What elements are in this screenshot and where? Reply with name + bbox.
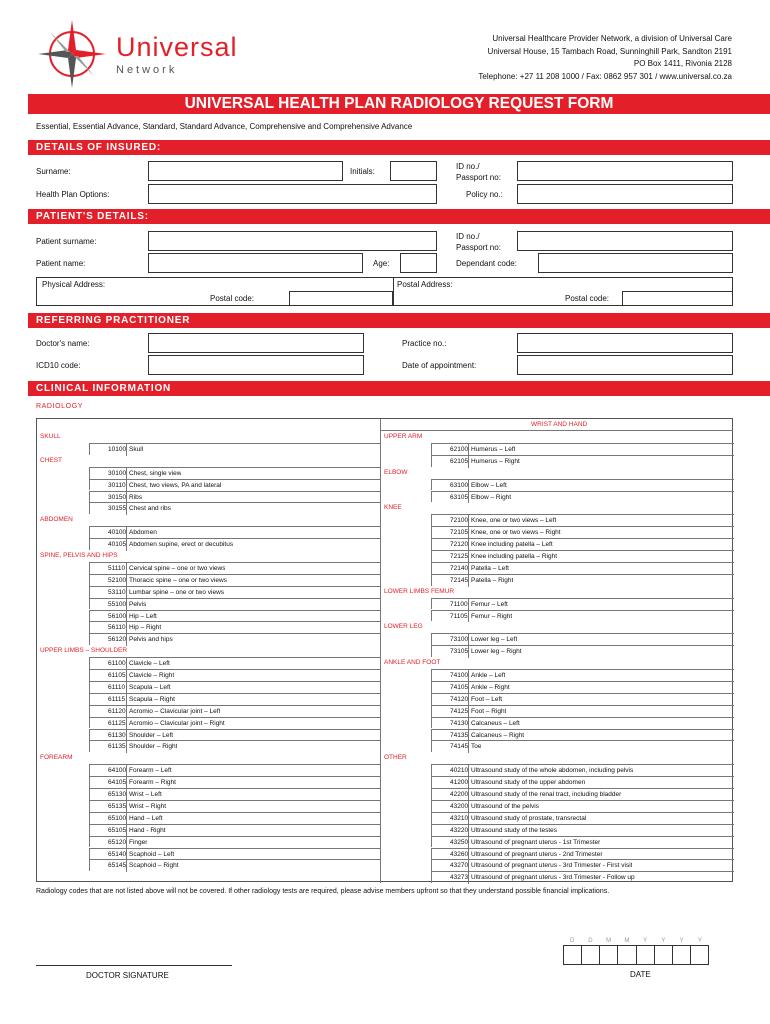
cell-divider — [468, 492, 469, 504]
patient-id-label — [456, 231, 501, 253]
procedure-code: 74105 — [450, 683, 469, 691]
code-row[interactable] — [89, 776, 380, 788]
cell-divider — [126, 634, 127, 646]
date-placeholder-letter: D — [569, 938, 575, 944]
category-label: SKULL — [40, 433, 61, 440]
procedure-code: 61130 — [108, 731, 126, 739]
code-row[interactable] — [431, 538, 734, 550]
form-subtitle: Essential, Essential Advance, Standard, Standard Advance, Comprehensive and Comprehensive Advance — [36, 122, 413, 131]
procedure-description: Hip – Right — [129, 624, 162, 632]
code-row[interactable] — [431, 633, 734, 645]
procedure-code: 30110 — [108, 481, 126, 489]
procedure-code: 43200 — [450, 802, 469, 810]
procedure-code: 51110 — [108, 564, 126, 572]
compass-logo-icon — [36, 18, 108, 90]
code-row[interactable] — [89, 800, 380, 812]
procedure-code: 52100 — [108, 576, 127, 584]
procedure-code: 53110 — [108, 588, 126, 596]
right-table-header — [380, 419, 733, 431]
code-row[interactable] — [431, 812, 734, 824]
procedure-code: 61135 — [108, 743, 126, 751]
procedure-description: Abdomen — [129, 529, 157, 537]
code-row[interactable] — [89, 502, 380, 514]
procedure-description: Hand – Left — [129, 814, 163, 822]
procedure-description: Calcaneus – Right — [471, 731, 525, 739]
procedure-description: Femur – Right — [471, 612, 513, 620]
procedure-code: 61110 — [108, 683, 126, 691]
code-row[interactable] — [89, 443, 380, 455]
procedure-description: Wrist – Left — [129, 791, 162, 798]
code-row[interactable] — [431, 693, 734, 705]
procedure-code: 74135 — [450, 731, 469, 739]
procedure-code: 62100 — [450, 445, 469, 453]
procedure-description: Foot – Right — [471, 707, 507, 715]
section-insured-header — [28, 140, 770, 155]
procedure-description: Chest, single view — [129, 469, 182, 477]
initials-field[interactable] — [390, 161, 437, 181]
procedure-code: 10100 — [108, 445, 127, 453]
category-label: ELBOW — [384, 468, 408, 476]
procedure-code: 63105 — [450, 493, 469, 501]
date-digit-box[interactable] — [564, 946, 581, 964]
procedure-description: Forearm – Right — [129, 779, 176, 787]
category-label: CHEST — [40, 456, 63, 464]
code-row[interactable] — [89, 586, 380, 598]
procedure-code: 40105 — [108, 541, 127, 549]
code-row[interactable] — [431, 836, 734, 848]
code-row[interactable] — [431, 562, 734, 574]
procedure-code: 61120 — [108, 707, 126, 715]
doctor-name-label: Doctor's name: — [36, 339, 90, 348]
procedure-code: 72120 — [450, 541, 469, 549]
code-row[interactable] — [89, 859, 380, 871]
code-row[interactable] — [431, 455, 734, 467]
code-row[interactable] — [89, 562, 380, 574]
code-row[interactable] — [431, 491, 734, 503]
procedure-description: Cervical spine – one or two views — [129, 564, 226, 572]
procedure-description: Patella – Right — [471, 576, 514, 584]
date-placeholder-letter: M — [606, 938, 612, 944]
practice-no-field[interactable] — [517, 333, 733, 353]
policy-no-label: Policy no.: — [466, 190, 503, 199]
cell-divider — [126, 860, 127, 872]
procedure-code: 71105 — [450, 612, 468, 620]
procedure-code: 74130 — [450, 719, 469, 727]
procedure-code: 43270 — [450, 862, 469, 870]
cell-divider — [126, 539, 127, 551]
procedure-code: 73100 — [450, 636, 469, 644]
procedure-code: 72145 — [450, 576, 469, 584]
procedure-description: Knee including patella – Left — [471, 541, 553, 549]
procedure-description: Scaphoid – Right — [129, 862, 179, 870]
procedure-description: Pelvis and hips — [129, 636, 173, 644]
procedure-description: Scapula – Right — [129, 695, 175, 703]
procedure-code: 64105 — [108, 779, 127, 787]
procedure-code: 65135 — [108, 802, 127, 810]
physical-postal-code-field[interactable] — [289, 291, 393, 306]
code-row[interactable] — [89, 467, 380, 479]
radiology-label: RADIOLOGY — [36, 403, 84, 410]
procedure-code: 65120 — [108, 838, 127, 846]
date-digit-box[interactable] — [636, 946, 654, 964]
procedure-code: 65140 — [108, 850, 127, 858]
procedure-description: Acromio – Clavicular joint – Left — [129, 707, 221, 715]
section-referring-title: REFERRING PRACTITIONER — [36, 315, 191, 326]
coverage-note: Radiology codes that are not listed above will not be covered. If other radiology tests are required, please advise members upfront so that they understand possible financial implications. — [36, 888, 610, 895]
procedure-description: Ultrasound study of the whole abdomen, including pelvis — [471, 767, 634, 775]
procedure-description: Lower leg – Left — [471, 636, 518, 644]
cell-divider — [468, 611, 469, 623]
procedure-description: Pelvis — [129, 600, 147, 608]
postal-postal-code-label: Postal code: — [565, 294, 610, 303]
category-label: ABDOMEN — [40, 516, 73, 524]
procedure-description: Hand - Right — [129, 826, 166, 834]
procedure-code: 73105 — [450, 648, 469, 656]
cell-divider — [468, 575, 469, 587]
procedure-description: Chest and ribs — [129, 505, 171, 513]
procedure-code: 30150 — [108, 493, 127, 501]
procedure-code: 72105 — [450, 529, 469, 537]
patient-surname-field[interactable] — [148, 231, 437, 251]
procedure-description: Ultrasound study of the renal tract, including bladder — [471, 791, 622, 798]
procedure-code: 42200 — [450, 791, 469, 798]
address-line: PO Box 1411, Rivonia 2128 — [633, 59, 732, 68]
code-row[interactable] — [431, 717, 734, 729]
category-label: ANKLE AND FOOT — [384, 659, 441, 667]
code-row[interactable] — [89, 693, 380, 705]
patient-name-field[interactable] — [148, 253, 363, 273]
procedure-code: 65105 — [108, 826, 127, 834]
address-line: Universal House, 15 Tambach Road, Sunninghill Park, Sandton 2191 — [487, 46, 732, 56]
date-boxes[interactable] — [563, 945, 709, 965]
codes-table — [36, 418, 733, 882]
code-row[interactable] — [89, 538, 380, 550]
icd10-field[interactable] — [148, 355, 364, 375]
procedure-description: Ribs — [129, 493, 143, 501]
procedure-description: Finger — [129, 838, 148, 846]
code-row[interactable] — [431, 776, 734, 788]
procedure-code: 40100 — [108, 529, 127, 537]
date-digit-box[interactable] — [654, 946, 672, 964]
patient-surname-label: Patient surname: — [36, 237, 97, 246]
date-label: DATE — [630, 970, 651, 979]
procedure-code: 61125 — [108, 719, 126, 727]
procedure-description: Femur – Left — [471, 600, 508, 608]
procedure-description: Acromio – Clavicular joint – Right — [129, 719, 225, 727]
code-row[interactable] — [431, 740, 734, 752]
age-label: Age: — [373, 259, 390, 268]
procedure-description: Elbow – Left — [471, 481, 507, 489]
code-row[interactable] — [89, 848, 380, 860]
procedure-description: Clavicle – Right — [129, 672, 175, 679]
code-row[interactable] — [89, 824, 380, 836]
dependant-code-label: Dependant code: — [456, 259, 517, 268]
date-digit-box[interactable] — [599, 946, 617, 964]
cell-divider — [468, 741, 469, 753]
date-placeholder-letter: Y — [661, 938, 666, 944]
section-clinical-header — [28, 381, 770, 396]
cell-divider — [126, 444, 127, 456]
cell-divider — [468, 646, 469, 658]
procedure-code: 74100 — [450, 672, 469, 679]
code-row[interactable] — [431, 848, 734, 860]
date-placeholder-letter: Y — [643, 938, 648, 944]
logo-subtext: Network — [116, 64, 178, 76]
postal-address-label: Postal Address: — [397, 280, 453, 289]
code-row[interactable] — [431, 550, 734, 562]
date-placeholder-letter: M — [624, 938, 630, 944]
procedure-description: Ultrasound study of prostate, transrectal — [471, 814, 587, 822]
code-row[interactable] — [89, 621, 380, 633]
procedure-description: Ultrasound of pregnant uterus - 3rd Trimester - First visit — [471, 862, 633, 870]
procedure-code: 63100 — [450, 481, 469, 489]
procedure-description: Knee, one or two views – Left — [471, 517, 557, 525]
procedure-code: 56100 — [108, 612, 127, 620]
initials-label: Initials: — [350, 167, 375, 176]
procedure-code: 72125 — [450, 553, 469, 560]
code-row[interactable] — [431, 514, 734, 526]
code-row[interactable] — [431, 526, 734, 538]
procedure-description: Ankle – Left — [471, 672, 506, 679]
procedure-description: Chest, two views, PA and lateral — [129, 481, 222, 489]
company-address — [478, 33, 732, 83]
code-row[interactable] — [89, 479, 380, 491]
procedure-code: 43210 — [450, 814, 469, 822]
procedure-description: Ultrasound of pregnant uterus - 2nd Trimester — [471, 850, 603, 858]
code-row[interactable] — [89, 669, 380, 681]
procedure-description: Abdomen supine, erect or decubitus — [129, 541, 234, 549]
code-row[interactable] — [89, 729, 380, 741]
appointment-date-field[interactable] — [517, 355, 733, 375]
procedure-code: 65100 — [108, 814, 127, 822]
procedure-code: 71100 — [450, 600, 468, 608]
code-row[interactable] — [431, 610, 734, 622]
category-label: KNEE — [384, 504, 402, 512]
code-row[interactable] — [89, 598, 380, 610]
procedure-description: Ultrasound study of the upper abdomen — [471, 779, 586, 787]
logo-text: Universal — [116, 32, 238, 62]
procedure-code: 55100 — [108, 600, 127, 608]
code-row[interactable] — [431, 669, 734, 681]
passport-label-line: Passport no: — [456, 173, 501, 182]
code-row[interactable] — [431, 681, 734, 693]
procedure-description: Ultrasound of pregnant uterus - 3rd Trimester - Follow up — [471, 874, 635, 882]
doctor-signature-label: DOCTOR SIGNATURE — [86, 971, 169, 980]
procedure-description: Toe — [471, 743, 482, 751]
procedure-description: Skull — [129, 445, 144, 453]
code-row[interactable] — [431, 824, 734, 836]
procedure-code: 56120 — [108, 636, 127, 644]
procedure-code: 43220 — [450, 826, 469, 834]
procedure-code: 43273 — [450, 874, 469, 882]
procedure-description: Wrist – Right — [129, 802, 167, 810]
code-row[interactable] — [89, 681, 380, 693]
procedure-description: Thoracic spine – one or two views — [129, 576, 227, 584]
code-row[interactable] — [431, 871, 734, 883]
code-row[interactable] — [89, 705, 380, 717]
doctor-name-field[interactable] — [148, 333, 364, 353]
id-label-line: ID no./ — [456, 162, 480, 171]
category-label: UPPER ARM — [384, 433, 423, 440]
code-row[interactable] — [89, 610, 380, 622]
procedure-code: 56110 — [108, 624, 126, 632]
procedure-description: Ultrasound study of the testes — [471, 826, 557, 834]
procedure-code: 62105 — [450, 457, 469, 465]
procedure-description: Humerus – Left — [471, 445, 516, 453]
procedure-description: Lumbar spine – one or two views — [129, 588, 225, 596]
code-row[interactable] — [431, 645, 734, 657]
date-digit-box[interactable] — [690, 946, 708, 964]
physical-address-label: Physical Address: — [42, 280, 106, 289]
form-title-bar — [28, 94, 770, 114]
code-row[interactable] — [89, 836, 380, 848]
logo — [36, 18, 256, 88]
code-row[interactable] — [431, 800, 734, 812]
procedure-code: 65130 — [108, 791, 127, 798]
category-label: LOWER LEG — [384, 623, 423, 631]
procedure-description: Knee, one or two views – Right — [471, 529, 561, 537]
date-placeholder-letter: Y — [697, 938, 702, 944]
address-line: Universal Healthcare Provider Network, a division of Universal Care — [492, 34, 732, 43]
procedure-description: Forearm – Left — [129, 767, 172, 775]
section-insured-title: DETAILS OF INSURED: — [36, 142, 162, 153]
code-row[interactable] — [431, 598, 734, 610]
form-title: UNIVERSAL HEALTH PLAN RADIOLOGY REQUEST FORM — [184, 95, 614, 112]
procedure-code: 30100 — [108, 469, 127, 477]
postal-postal-code-field[interactable] — [622, 291, 733, 306]
passport-label-line: Passport no: — [456, 243, 501, 252]
code-row[interactable] — [89, 788, 380, 800]
right-codes-column — [380, 431, 733, 883]
procedure-description: Scapula – Left — [129, 683, 171, 691]
address-line: Telephone: +27 11 208 1000 / Fax: 0862 957 301 / www.universal.co.za — [478, 71, 732, 81]
dependant-code-field[interactable] — [538, 253, 733, 273]
date-placeholders — [563, 938, 709, 946]
procedure-description: Hip – Left — [129, 612, 157, 620]
procedure-description: Humerus – Right — [471, 457, 520, 465]
procedure-code: 61100 — [108, 660, 126, 668]
code-row[interactable] — [89, 574, 380, 586]
appointment-date-label: Date of appointment: — [402, 361, 477, 370]
procedure-description: Calcaneus – Left — [471, 719, 520, 727]
category-label: OTHER — [384, 754, 407, 762]
code-row[interactable] — [431, 705, 734, 717]
procedure-description: Patella – Left — [471, 564, 509, 572]
code-row[interactable] — [89, 764, 380, 776]
id-label-line: ID no./ — [456, 232, 480, 241]
patient-name-label: Patient name: — [36, 259, 86, 268]
cell-divider — [126, 503, 127, 515]
procedure-code: 61115 — [108, 695, 126, 703]
left-codes-column — [37, 431, 380, 883]
cell-divider — [468, 456, 469, 468]
plan-options-label: Health Plan Options: — [36, 190, 110, 199]
date-digit-box[interactable] — [617, 946, 635, 964]
procedure-description: Clavicle – Left — [129, 660, 170, 668]
procedure-code: 43250 — [450, 838, 469, 846]
procedure-code: 74145 — [450, 743, 469, 751]
patient-id-field[interactable] — [517, 231, 733, 251]
cell-divider — [126, 741, 127, 753]
right-table-header-text: WRIST AND HAND — [531, 421, 588, 428]
date-digit-box[interactable] — [581, 946, 599, 964]
procedure-code: 72140 — [450, 564, 469, 572]
procedure-description: Ankle – Right — [471, 683, 510, 691]
code-row[interactable] — [431, 729, 734, 741]
procedure-code: 61105 — [108, 672, 126, 679]
practice-no-label: Practice no.: — [402, 339, 447, 348]
code-row[interactable] — [89, 657, 380, 669]
procedure-description: Scaphoid – Left — [129, 850, 175, 858]
code-row[interactable] — [431, 764, 734, 776]
code-row[interactable] — [89, 812, 380, 824]
procedure-code: 43260 — [450, 850, 469, 858]
code-row[interactable] — [89, 491, 380, 503]
section-patient-header — [28, 209, 770, 224]
signature-line[interactable] — [36, 965, 232, 966]
category-label: FOREARM — [40, 754, 73, 762]
procedure-description: Shoulder – Left — [129, 731, 174, 739]
code-row[interactable] — [89, 633, 380, 645]
surname-label: Surname: — [36, 167, 71, 176]
procedure-description: Shoulder – Right — [129, 743, 178, 751]
insured-id-field[interactable] — [517, 161, 733, 181]
procedure-code: 74125 — [450, 707, 469, 715]
category-label: SPINE, PELVIS AND HIPS — [40, 552, 118, 559]
code-row[interactable] — [431, 574, 734, 586]
procedure-description: Knee including patella – Right — [471, 553, 558, 560]
section-referring-header — [28, 313, 770, 328]
code-row[interactable] — [431, 788, 734, 800]
date-placeholder-letter: D — [588, 938, 593, 944]
code-row[interactable] — [89, 740, 380, 752]
category-label: LOWER LIMBS FEMUR — [384, 587, 455, 595]
cell-divider — [468, 872, 469, 884]
physical-postal-code-label: Postal code: — [210, 294, 255, 303]
section-clinical-title: CLINICAL INFORMATION — [36, 383, 172, 394]
code-row[interactable] — [89, 717, 380, 729]
insured-id-label — [456, 161, 501, 183]
code-row[interactable] — [431, 859, 734, 871]
procedure-description: Lower leg – Right — [471, 648, 522, 656]
procedure-code: 40210 — [450, 767, 469, 775]
plan-options-field[interactable] — [148, 184, 437, 204]
code-row[interactable] — [431, 479, 734, 491]
code-row[interactable] — [89, 526, 380, 538]
date-placeholder-letter: Y — [679, 938, 684, 944]
procedure-code: 30155 — [108, 505, 127, 513]
procedure-description: Ultrasound of pregnant uterus - 1st Trimester — [471, 838, 601, 846]
procedure-code: 65145 — [108, 862, 127, 870]
icd10-label: ICD10 code: — [36, 361, 81, 370]
procedure-code: 64100 — [108, 767, 127, 775]
section-patient-title: PATIENT'S DETAILS: — [36, 211, 149, 222]
address-divider — [393, 277, 394, 306]
date-digit-box[interactable] — [672, 946, 690, 964]
policy-no-field[interactable] — [517, 184, 733, 204]
procedure-description: Ultrasound of the pelvis — [471, 802, 539, 810]
surname-field[interactable] — [148, 161, 343, 181]
category-label: UPPER LIMBS – SHOULDER — [40, 647, 128, 655]
procedure-description: Foot – Left — [471, 695, 503, 703]
code-row[interactable] — [431, 443, 734, 455]
procedure-code: 72100 — [450, 517, 469, 525]
procedure-description: Elbow – Right — [471, 493, 512, 501]
age-field[interactable] — [400, 253, 437, 273]
procedure-code: 41200 — [450, 779, 469, 787]
procedure-code: 74120 — [450, 695, 469, 703]
